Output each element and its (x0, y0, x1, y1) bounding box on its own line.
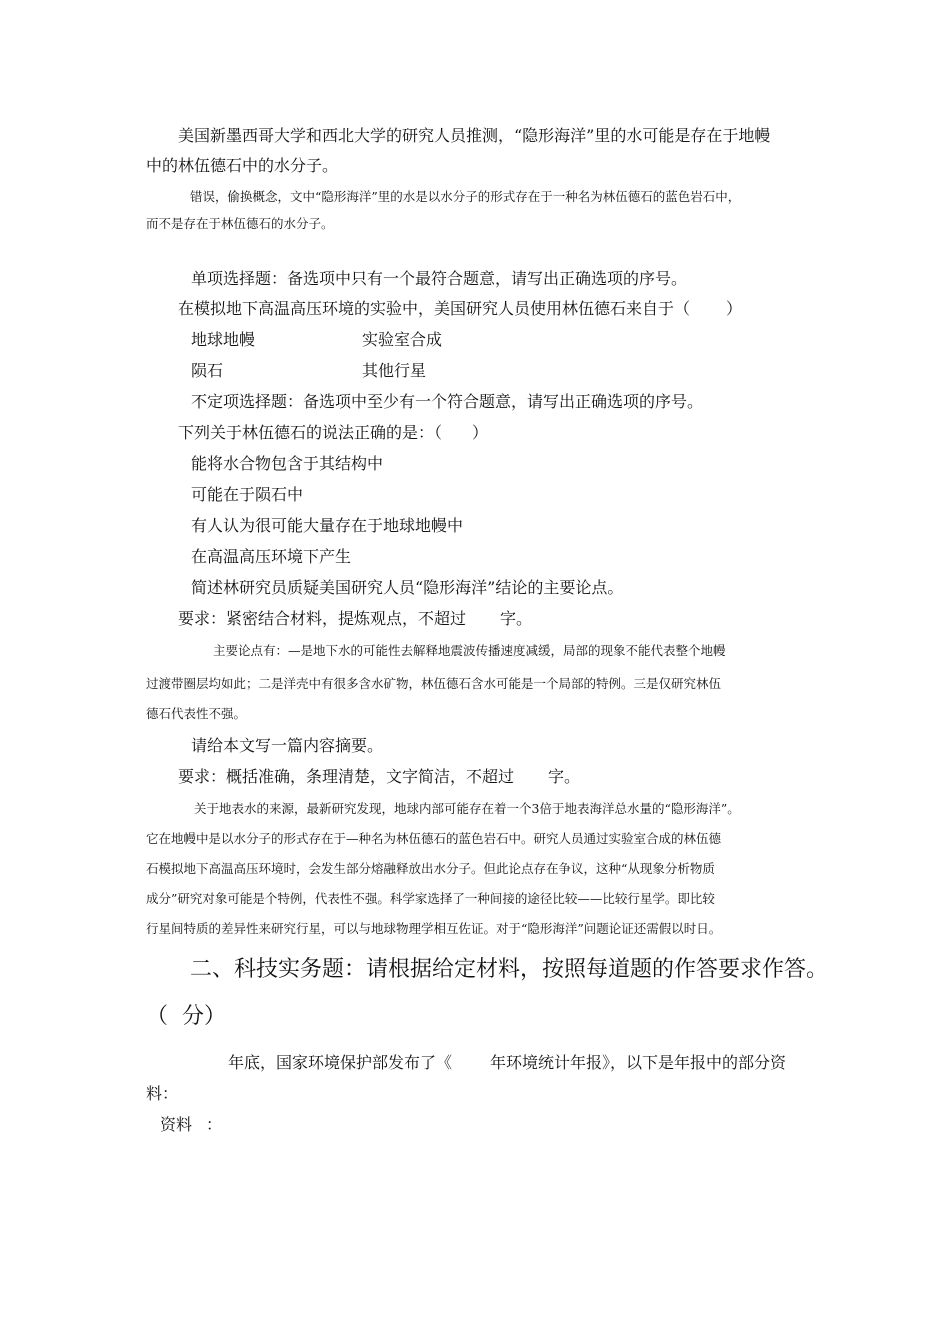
option-a: 地球地幔 (191, 330, 256, 349)
para1-line1: 美国新墨西哥大学和西北大学的研究人员推测，“隐形海洋”里的水可能是存在于地幔 (178, 126, 771, 145)
summary-question-requirement (178, 764, 580, 787)
brief-req-unit: 字。 (500, 609, 533, 628)
answer2-line2: 过渡带圈层均如此；二是洋壳中有很多含水矿物，林伍德石含水可能是一个局部的特例。三是仅研究林伍 (146, 676, 722, 691)
option-d: 其他行星 (362, 361, 427, 380)
multi-choice-stem-text: 下列关于林伍德石的说法正确的是：（ (178, 423, 443, 442)
answer1-line1: 错误，偷换概念，文中“隐形海洋”里的水是以水分子的形式存在于一种名为林伍德石的蓝色岩石中， (190, 189, 741, 204)
section2-score (146, 999, 226, 1030)
brief-req-text: 要求：紧密结合材料，提炼观点，不超过 (178, 609, 467, 628)
multi-choice-stem-close: ） (472, 423, 489, 442)
brief-question-requirement (178, 606, 532, 629)
single-choice-instruction: 单项选择题：备选项中只有一个最符合题意，请写出正确选项的序号。 (191, 269, 688, 288)
multi-option-a: 能将水合物包含于其结构中 (191, 454, 384, 473)
single-choice-stem (178, 296, 742, 319)
material-label-text: 资料 (160, 1115, 193, 1134)
answer3-line3: 石模拟地下高温高压环境时，会发生部分熔融释放出水分子。但此论点存在争议，这种“从现象分析物质 (146, 861, 715, 876)
summary-question-stem: 请给本文写一篇内容摘要。 (191, 736, 384, 755)
multi-choice-instruction: 不定项选择题：备选项中至少有一个符合题意，请写出正确选项的序号。 (191, 392, 704, 411)
multi-option-d: 在高温高压环境下产生 (191, 547, 352, 566)
answer3-line2: 它在地幔中是以水分子的形式存在于—种名为林伍德石的蓝色岩石中。研究人员通过实验室合成的林伍德 (146, 831, 722, 846)
summary-req-unit: 字。 (548, 767, 581, 786)
answer3-line1: 关于地表水的来源，最新研究发现，地球内部可能存在着一个3倍于地表海洋总水量的“隐形海洋”。 (194, 801, 740, 816)
answer3-line4: 成分”研究对象可能是个特例，代表性不强。科学家选择了一种间接的途径比较——比较行星学。即比较 (146, 891, 715, 906)
single-choice-stem-text: 在模拟地下高温高压环境的实验中，美国研究人员使用林伍德石来自于（ (178, 299, 691, 318)
multi-option-c: 有人认为很可能大量存在于地球地幔中 (191, 516, 464, 535)
section2-score-unit: 分） (182, 1004, 227, 1029)
section2-title: 二、科技实务题：请根据给定材料，按照每道题的作答要求作答。 (190, 957, 829, 982)
para1-line2: 中的林伍德石中的水分子。 (146, 156, 339, 175)
answer1-line2: 而不是存在于林伍德石的水分子。 (146, 216, 334, 231)
answer2-line1: 主要论点有：—是地下水的可能性去解释地震波传播速度减缓，局部的现象不能代表整个地幔 (213, 643, 726, 658)
section2-score-open: （ (146, 1004, 169, 1029)
report-paragraph-line2: 料： (146, 1084, 179, 1103)
report-text-pre: 年底，国家环境保护部发布了《 (228, 1053, 453, 1072)
option-c: 陨石 (191, 361, 224, 380)
material-label-colon: ： (206, 1115, 223, 1134)
answer3-line5: 行星间特质的差异性来研究行星，可以与地球物理学相互佐证。对于“隐形海洋”问题论证还需假以时日。 (146, 921, 722, 936)
multi-choice-stem (178, 420, 488, 443)
brief-question-stem: 简述林研究员质疑美国研究人员“隐形海洋”结论的主要论点。 (191, 578, 624, 597)
material-label (160, 1112, 222, 1135)
report-paragraph-line1 (228, 1050, 786, 1073)
report-text-post: 年环境统计年报》，以下是年报中的部分资 (490, 1053, 787, 1072)
option-b: 实验室合成 (362, 330, 443, 349)
multi-option-b: 可能在于陨石中 (191, 485, 304, 504)
answer2-line3: 德石代表性不强。 (146, 706, 247, 721)
single-choice-stem-close: ） (726, 299, 743, 318)
summary-req-text: 要求：概括准确，条理清楚，文字简洁，不超过 (178, 767, 515, 786)
